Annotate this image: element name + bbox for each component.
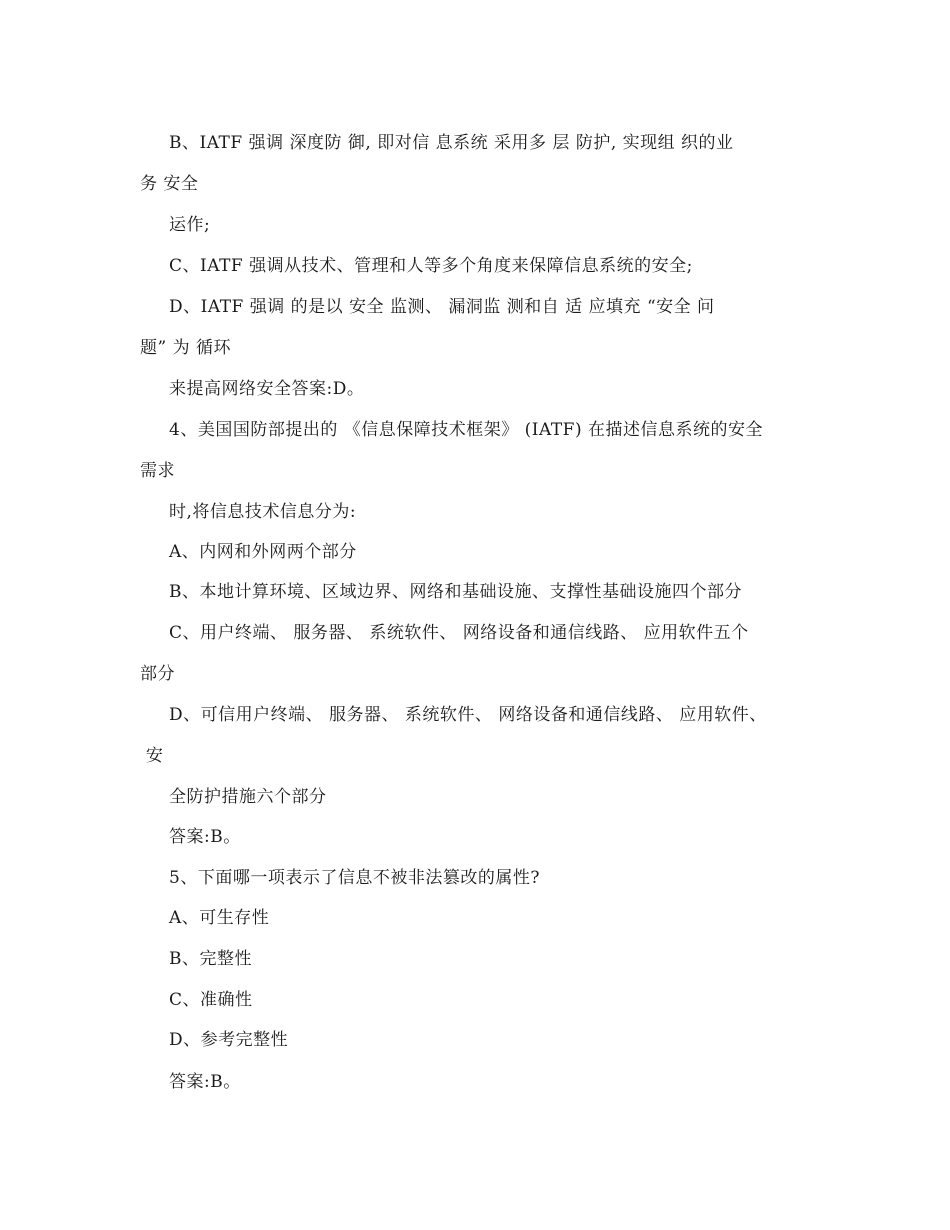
text-line: D、参考完整性 <box>169 1030 289 1050</box>
text-line: 运作; <box>169 215 211 235</box>
text-line: 全防护措施六个部分 <box>169 787 327 807</box>
text-line: 5、下面哪一项表示了信息不被非法篡改的属性? <box>169 868 540 888</box>
text-line: 时,将信息技术信息分为: <box>169 502 357 522</box>
text-line: D、可信用户终端、 服务器、 系统软件、 网络设备和通信线路、 应用软件、 <box>169 705 767 725</box>
text-line: A、可生存性 <box>169 908 270 928</box>
text-line: 答案:B。 <box>169 827 241 847</box>
text-line: D、IATF 强调 的是以 安全 监测、 漏洞监 测和自 适 应填充 “安全 问 <box>169 297 715 317</box>
text-line: 需求 <box>140 461 175 481</box>
text-line: 务 安全 <box>140 174 199 194</box>
text-line: 来提高网络安全答案:D。 <box>169 379 365 399</box>
text-line: 部分 <box>140 664 175 684</box>
text-line: C、IATF 强调从技术、管理和人等多个角度来保障信息系统的安全; <box>169 256 693 276</box>
text-line: A、内网和外网两个部分 <box>169 542 357 562</box>
text-line: 题” 为 循环 <box>140 338 231 358</box>
text-line: 4、美国国防部提出的 《信息保障技术框架》 (IATF) 在描述信息系统的安全 <box>169 420 763 440</box>
text-line: C、准确性 <box>169 990 253 1010</box>
text-line: 安 <box>140 746 164 766</box>
text-line: C、用户终端、 服务器、 系统软件、 网络设备和通信线路、 应用软件五个 <box>169 623 749 643</box>
text-line: B、本地计算环境、区域边界、网络和基础设施、支撑性基础设施四个部分 <box>169 582 742 602</box>
text-line: 答案:B。 <box>169 1072 241 1092</box>
text-line: B、IATF 强调 深度防 御, 即对信 息系统 采用多 层 防护, 实现组 织的业 <box>169 133 734 153</box>
text-line: B、完整性 <box>169 949 252 969</box>
